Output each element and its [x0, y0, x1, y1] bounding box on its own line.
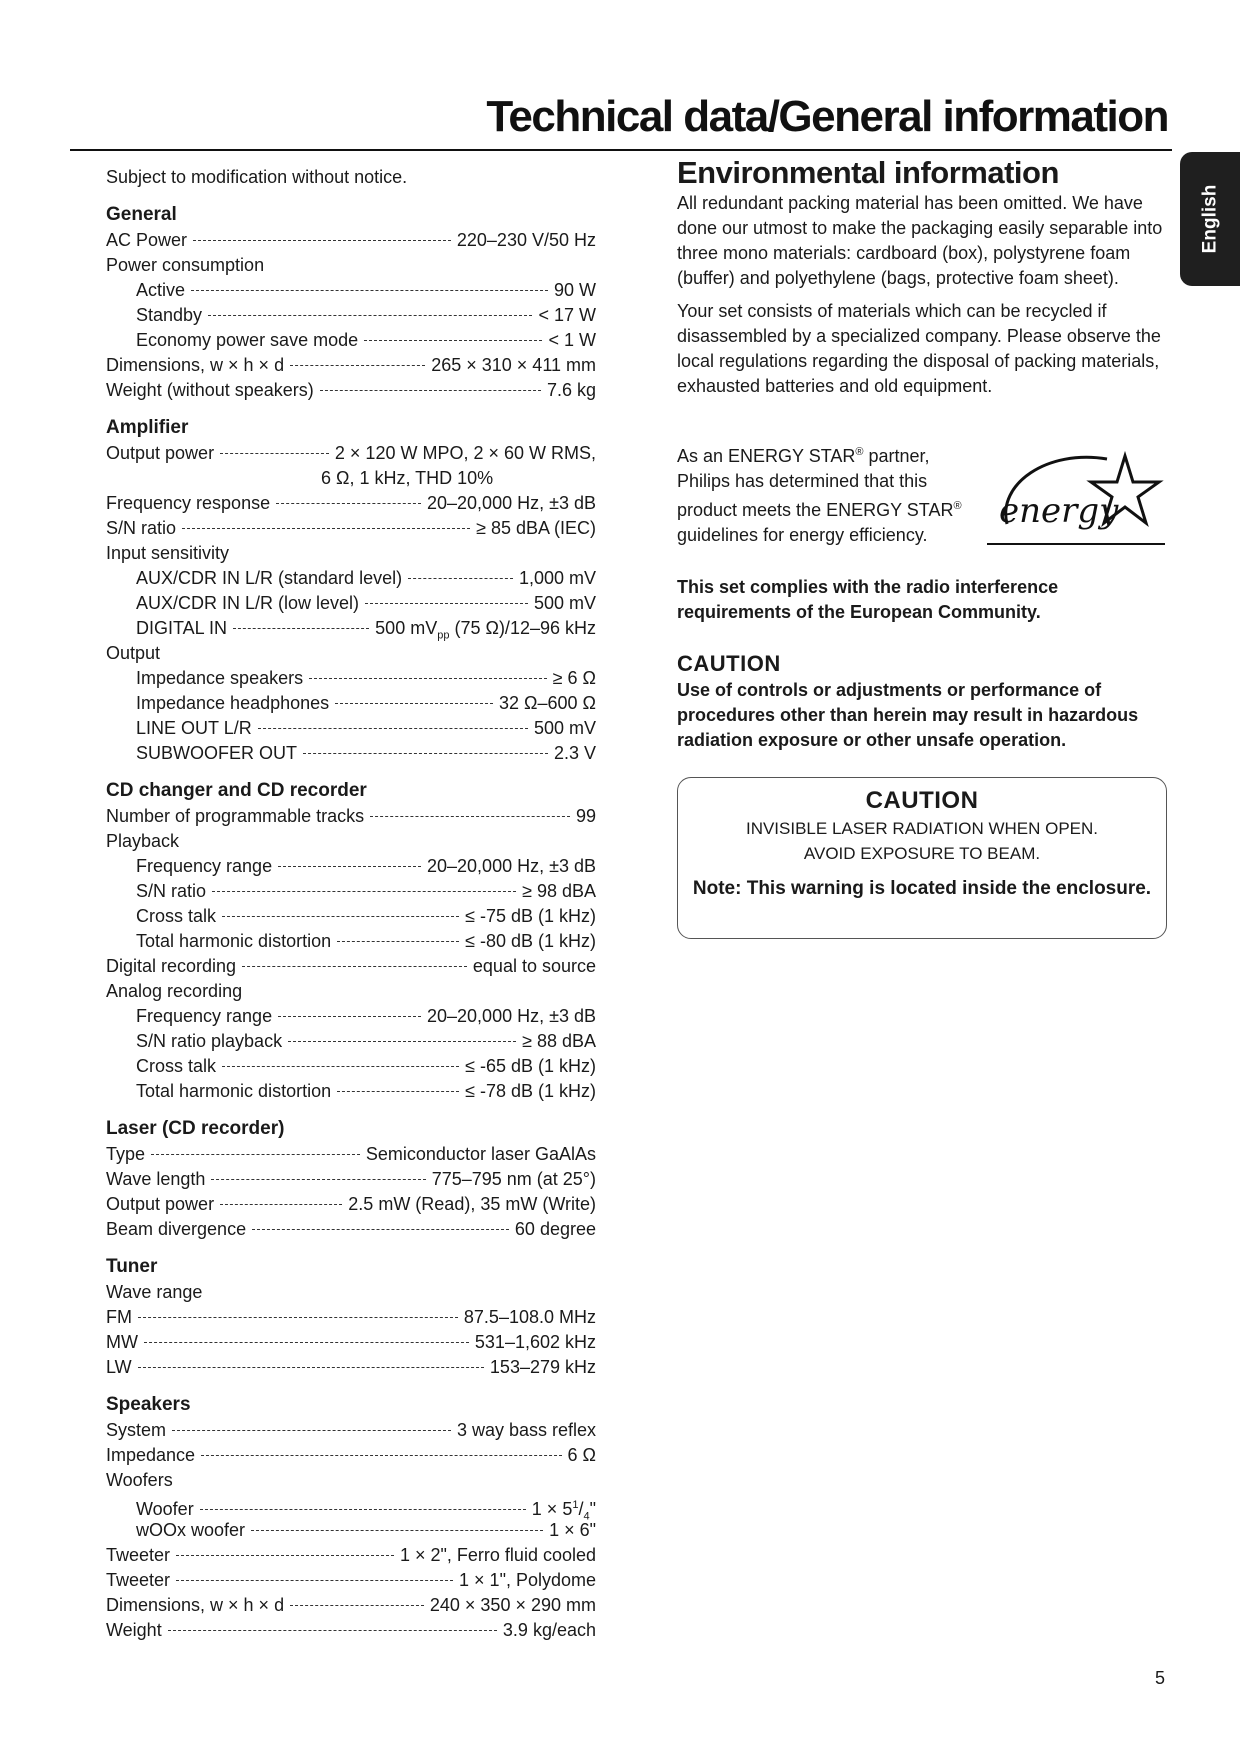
language-tab-label: English [1199, 184, 1220, 254]
spec-row: FM 87.5–108.0 MHz [106, 1307, 596, 1327]
environmental-paragraph-1: All redundant packing material has been omitted. We have done our utmost to make the packaging easily separable into three mono materials: cardboard (box), polystyrene foam (buffer) and polyethylene (bags, protective foam sheet). [677, 193, 1163, 288]
warning-note: Note: This warning is located inside the enclosure. [692, 878, 1152, 899]
spec-subheading: Playback [106, 831, 180, 851]
spec-row: System 3 way bass reflex [106, 1420, 596, 1440]
modification-note: Subject to modification without notice. [106, 167, 408, 187]
spec-row: Tweeter 1 × 2", Ferro fluid cooled [106, 1545, 596, 1565]
caution-text: Use of controls or adjustments or performance of procedures other than herein may result in hazardous radiation exposure or other unsafe operation. [677, 680, 1139, 750]
spec-row: Economy power save mode < 1 W [136, 330, 596, 350]
spec-continuation: 6 Ω, 1 kHz, THD 10% [321, 468, 494, 488]
spec-row: wOOx woofer 1 × 6" [136, 1520, 596, 1540]
spec-row: LINE OUT L/R 500 mV [136, 718, 596, 738]
title-rule [70, 149, 1172, 151]
spec-subheading: Woofers [106, 1470, 173, 1490]
spec-row: Tweeter 1 × 1", Polydome [106, 1570, 596, 1590]
language-tab [1180, 152, 1240, 286]
laser-warning-box [677, 777, 1167, 939]
spec-subheading: Input sensitivity [106, 543, 230, 563]
speakers-section [106, 1392, 596, 1643]
spec-row: S/N ratio ≥ 85 dBA (IEC) [106, 518, 596, 538]
caution-heading: CAUTION [677, 651, 781, 676]
spec-row: Frequency range 20–20,000 Hz, ±3 dB [136, 856, 596, 876]
spec-row: Beam divergence 60 degree [106, 1219, 596, 1239]
page-title: Technical data/General information [486, 92, 1168, 141]
spec-row: Number of programmable tracks 99 [106, 806, 596, 826]
energy-star-block [677, 440, 1177, 550]
spec-row: Impedance speakers ≥ 6 Ω [136, 668, 596, 688]
spec-row: Total harmonic distortion ≤ -78 dB (1 kHz) [136, 1081, 596, 1101]
spec-subheading: Power consumption [106, 255, 265, 275]
caution-block [677, 650, 1177, 753]
environmental-column [677, 155, 1177, 899]
spec-row: Output power 2 × 120 W MPO, 2 × 60 W RMS, [106, 443, 596, 463]
section-heading: Speakers [106, 1394, 191, 1415]
svg-text:energy: energy [999, 491, 1119, 531]
spec-row: Active 90 W [136, 280, 596, 300]
spec-row: DIGITAL IN 500 $mV_{pp}$ (75 Ω)/12–96 kHz [136, 618, 596, 642]
laser-section [106, 1116, 596, 1242]
spec-row: Cross talk ≤ -65 dB (1 kHz) [136, 1056, 596, 1076]
amplifier-section [106, 415, 596, 766]
section-heading: Amplifier [106, 417, 189, 438]
compliance-statement: This set complies with the radio interference requirements of the European Community. [677, 577, 1059, 622]
spec-row: Impedance headphones 32 Ω–600 Ω [136, 693, 596, 713]
spec-row: MW 531–1,602 kHz [106, 1332, 596, 1352]
section-heading: General [106, 204, 177, 225]
warning-title: CAUTION [865, 787, 979, 814]
general-section [106, 202, 596, 403]
spec-row: S/N ratio playback ≥ 88 dBA [136, 1031, 596, 1051]
spec-row: Weight (without speakers) 7.6 kg [106, 380, 596, 400]
spec-row: Type Semiconductor laser GaAlAs [106, 1144, 596, 1164]
spec-row: S/N ratio ≥ 98 dBA [136, 881, 596, 901]
technical-data-column [106, 165, 596, 1643]
spec-subheading: Wave range [106, 1282, 203, 1302]
spec-row: Standby < 17 W [136, 305, 596, 325]
spec-row: Dimensions, w × h × d 265 × 310 × 411 mm [106, 355, 596, 375]
page-number: 5 [1155, 1668, 1166, 1688]
cd-section [106, 778, 596, 1104]
spec-subheading: Analog recording [106, 981, 243, 1001]
section-heading: CD changer and CD recorder [106, 780, 367, 801]
spec-row: Total harmonic distortion ≤ -80 dB (1 kHz) [136, 931, 596, 951]
environmental-heading: Environmental information [677, 155, 1059, 190]
spec-row: Frequency range 20–20,000 Hz, ±3 dB [136, 1006, 596, 1026]
spec-row: SUBWOOFER OUT 2.3 V [136, 743, 596, 763]
tuner-section [106, 1254, 596, 1380]
warning-line-1: INVISIBLE LASER RADIATION WHEN OPEN. [745, 819, 1099, 838]
spec-row: Output power 2.5 mW (Read), 35 mW (Write) [106, 1194, 596, 1214]
spec-row: Dimensions, w × h × d 240 × 350 × 290 mm [106, 1595, 596, 1615]
spec-row: Cross talk ≤ -75 dB (1 kHz) [136, 906, 596, 926]
energy-star-logo-icon [987, 444, 1167, 554]
spec-row: Digital recording equal to source [106, 956, 596, 976]
environmental-paragraph-2: Your set consists of materials which can be recycled if disassembled by a specialized company. Please observe the local regulations regarding the disposal of packing materials, exhausted batteries and old equipment. [677, 301, 1161, 396]
section-heading: Tuner [106, 1256, 158, 1277]
warning-line-2: AVOID EXPOSURE TO BEAM. [803, 844, 1041, 863]
spec-row: AUX/CDR IN L/R (low level) 500 mV [136, 593, 596, 613]
spec-row: Wave length 775–795 nm (at 25°) [106, 1169, 596, 1189]
spec-row: Frequency response 20–20,000 Hz, ±3 dB [106, 493, 596, 513]
spec-row: Weight 3.9 kg/each [106, 1620, 596, 1640]
spec-subheading: Output [106, 643, 161, 663]
section-heading: Laser (CD recorder) [106, 1118, 285, 1139]
spec-row: AUX/CDR IN L/R (standard level) 1,000 mV [136, 568, 596, 588]
spec-row: Woofer $1 \times 5^1/_4$" [136, 1499, 596, 1523]
energy-star-text: As an ENERGY STAR® partner, Philips has determined that this product meets the ENERGY STAR® guidelines for energy efficiency. [677, 446, 962, 545]
spec-row: LW 153–279 kHz [106, 1357, 596, 1377]
spec-row: Impedance 6 Ω [106, 1445, 596, 1465]
spec-row: AC Power 220–230 V/50 Hz [106, 230, 596, 250]
